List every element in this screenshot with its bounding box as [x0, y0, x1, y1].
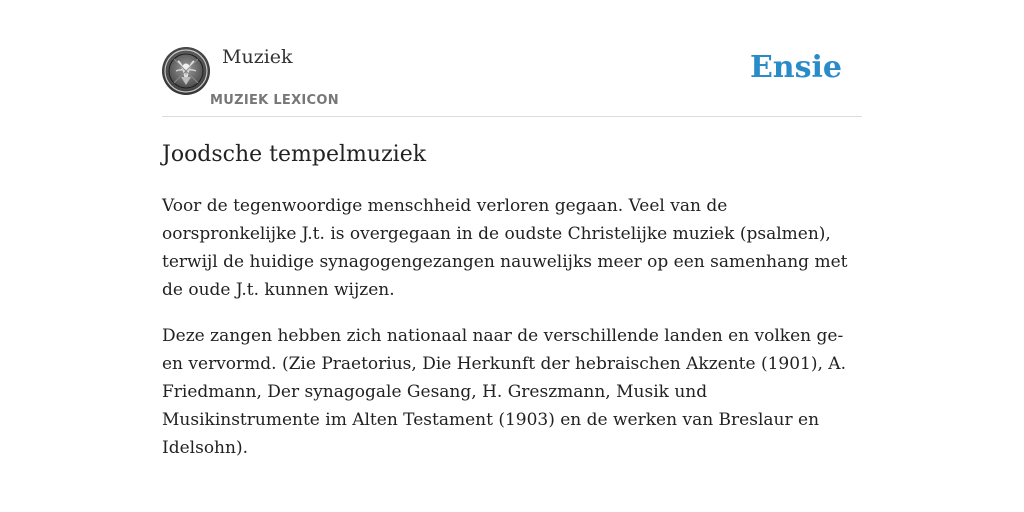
music-emblem-icon	[162, 47, 210, 95]
source-name-link[interactable]: Muziek	[222, 46, 293, 68]
article-paragraph: Deze zangen hebben zich nationaal naar de verschillende landen en volken ge-en vervormd. (Zie Praetorius, Die Herkunft der hebraischen Akzente (1901), A. Friedmann, Der synagogale Gesang, H. Greszmann, Musik und Musikinstrumente im Alten Testament (1903) en de werken van Breslaur en Idelsohn).	[162, 326, 846, 458]
article-title: Joodsche tempelmuziek	[162, 142, 427, 167]
header	[162, 46, 862, 117]
source-avatar[interactable]	[162, 47, 210, 95]
article	[162, 138, 858, 480]
brand-logo-link[interactable]: Ensie	[749, 50, 842, 85]
source-subtitle: MUZIEK LEXICON	[210, 93, 339, 108]
article-paragraph: Voor de tegenwoordige menschheid verloren gegaan. Veel van de oorspronkelijke J.t. is overgegaan in de oudste Christelijke muziek (psalmen), terwijl de huidige synagogengezangen nauwelijks meer op een samenhang met de oude J.t. kunnen wijzen.	[162, 196, 848, 300]
